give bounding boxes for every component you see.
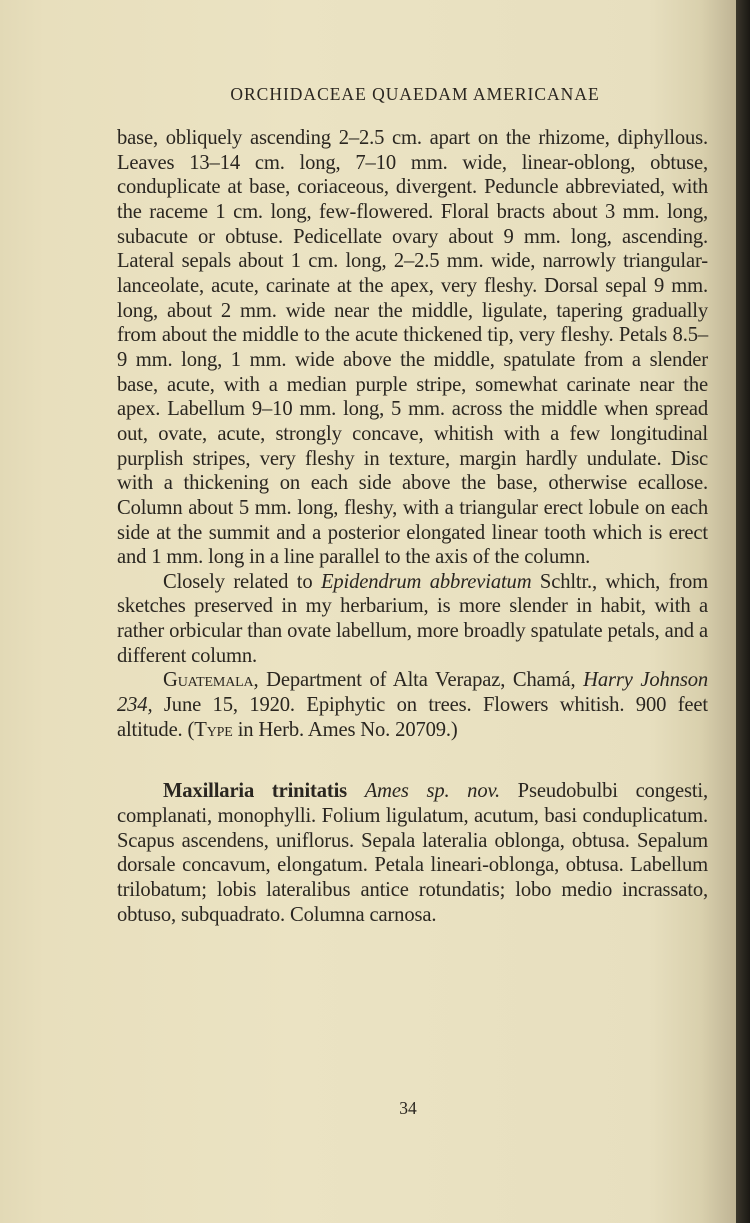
page-number: 34 (399, 1098, 417, 1118)
text-run: Closely related to (163, 570, 321, 593)
species-heading: Maxillaria trinitatis (163, 780, 348, 803)
type-label: Type (194, 718, 233, 741)
species-name: Epidendrum abbreviatum (320, 570, 532, 593)
section-gap (117, 742, 708, 779)
paragraph-comparison (117, 570, 708, 669)
paragraph-specimen (117, 668, 708, 742)
page-edge-shadow (736, 0, 750, 1223)
text-run: June 15, 1920. Epiphytic on trees. Flowers whitish. 900 feet altitude. ( (117, 694, 708, 741)
text-run: in Herb. Ames No. 20709.) (232, 718, 458, 741)
species-author: Ames sp. nov. (364, 780, 500, 803)
paragraph-new-species (117, 779, 708, 927)
text-run: Pseudobulbi congesti, complanati, monophylli. Folium ligulatum, acutum, basi conduplicatum. Scapus ascendens, uniflorus. Sepala lateralia oblonga, obtusa. Sepalum dorsale concavum, elongatum. Petala lineari-oblonga, obtusa. Labellum trilobatum; lobis lateralibus antice rotundatis; lobo medio incrassato, obtuso, subquadrato. Columna carnosa. (117, 780, 708, 926)
body-text (117, 126, 708, 927)
text-run: Department of Alta Verapaz, Chamá, (258, 669, 584, 692)
running-head: ORCHIDACEAE QUAEDAM AMERICANAE (230, 84, 600, 104)
country-name: Guatemala, (163, 669, 259, 692)
paragraph-description: base, obliquely ascending 2–2.5 cm. apart on the rhizome, diphyllous. Leaves 13–14 cm. long, 7–10 mm. wide, linear-oblong, obtuse, conduplicate at base, coriaceous, divergent. Peduncle abbreviated, with the raceme 1 cm. long, few-flowered. Floral bracts about 3 mm. long, subacute or obtuse. Pedicellate ovary about 9 mm. long, ascending. Lateral sepals about 1 cm. long, 2–2.5 mm. wide, narrowly triangular-lanceolate, acute, carinate at the apex, very fleshy. Dorsal sepal 9 mm. long, about 2 mm. wide near the middle, ligulate, tapering gradually from about the middle to the acute thickened tip, very fleshy. Petals 8.5–9 mm. long, 1 mm. wide above the middle, spatulate from a slender base, acute, with a median purple stripe, somewhat carinate near the apex. Labellum 9–10 mm. long, 5 mm. across the middle when spread out, ovate, acute, strongly concave, whitish with a few longitudinal purplish stripes, very fleshy in texture, margin hardly undulate. Disc with a thickening on each side above the base, otherwise ecallose. Column about 5 mm. long, fleshy, with a triangular erect lobule on each side at the summit and a posterior elongated linear tooth which is erect and 1 mm. long in a line parallel to the axis of the column. (117, 127, 708, 569)
collector-name: Harry Johnson 234, (117, 669, 708, 717)
text-run: Schltr., which, from sketches preserved in my herbarium, is more slender in habit, with a rather orbicular than ovate labellum, more broadly spatulate petals, and a different column. (117, 570, 708, 667)
